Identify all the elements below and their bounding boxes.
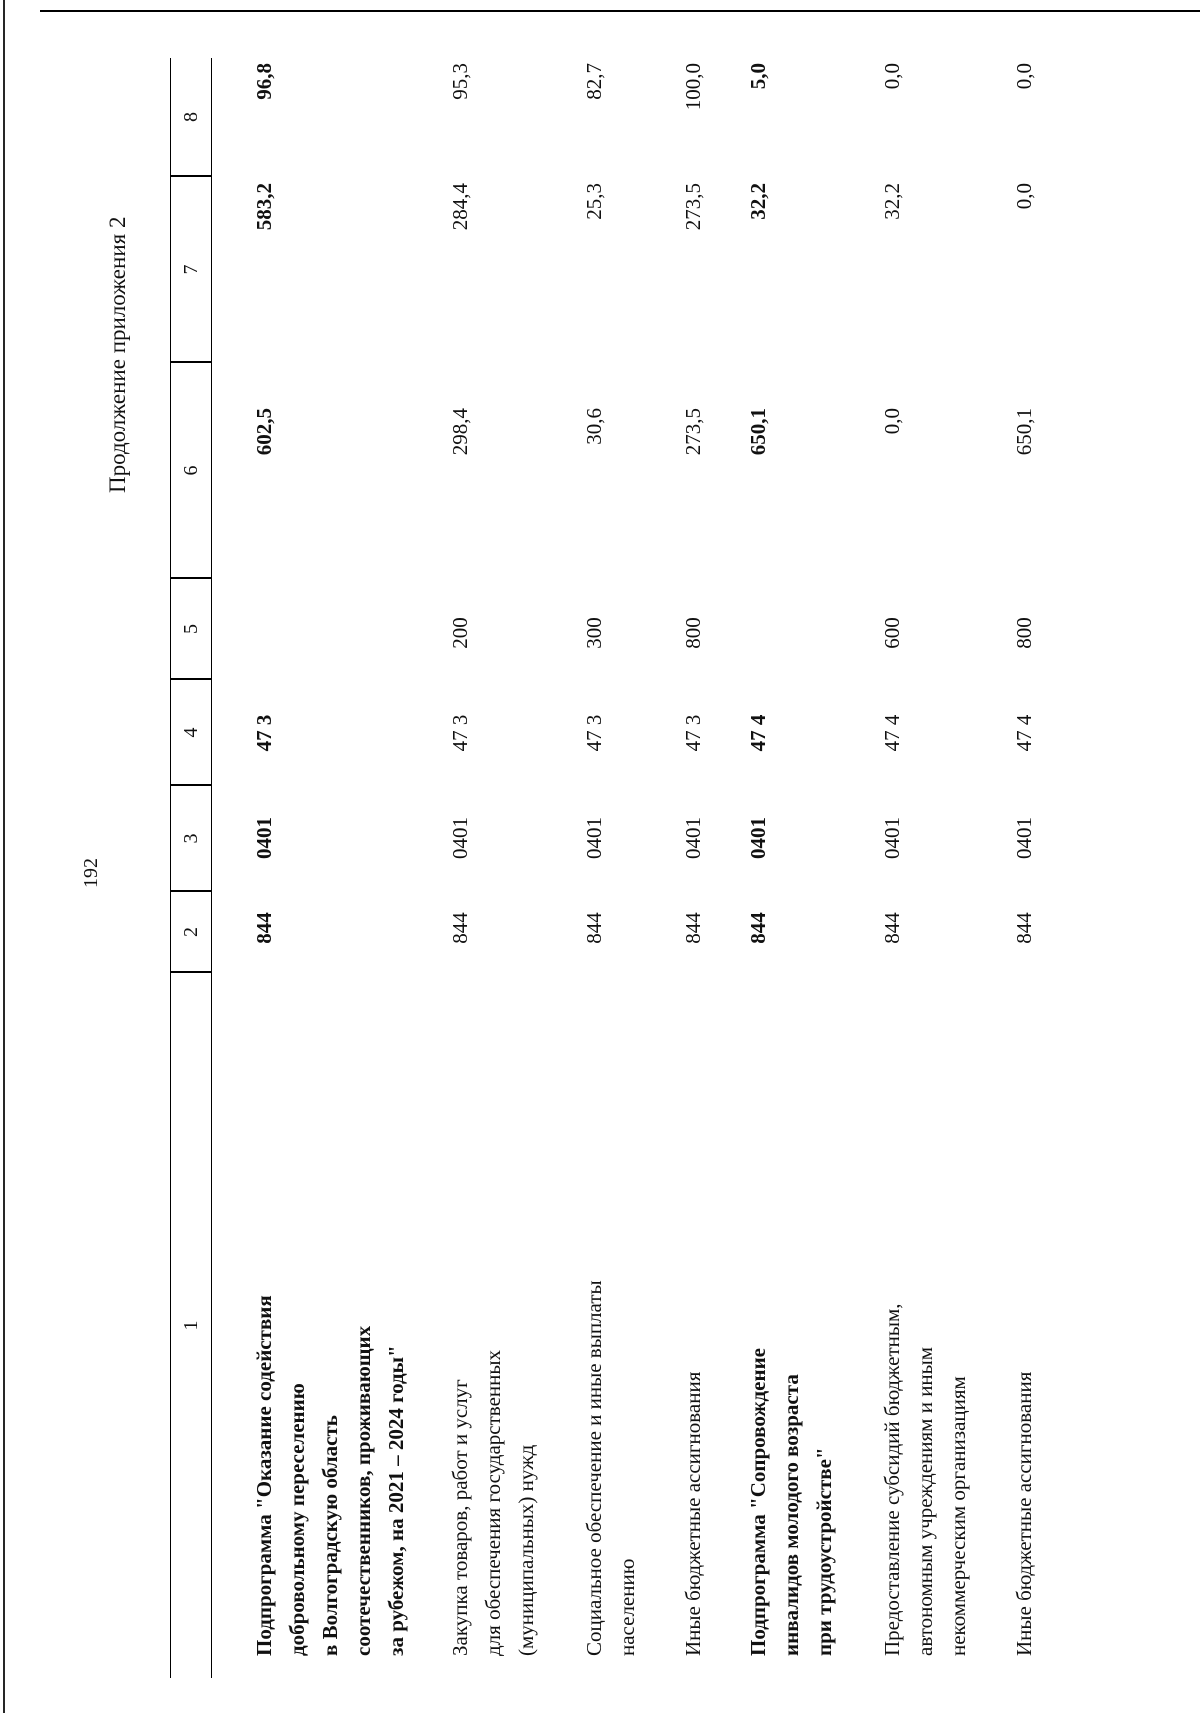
description-line: (муниципальных) нужд	[514, 1444, 538, 1656]
header-col-1: 1	[180, 1320, 202, 1331]
description-line: при трудоустройстве"	[812, 1447, 836, 1656]
cell-percent: 100,0	[681, 63, 705, 111]
cell-executed: 583,2	[252, 183, 276, 231]
cell-planned: 298,4	[448, 408, 472, 456]
cell-expense-type: 800	[681, 617, 705, 649]
cell-planned: 273,5	[681, 408, 705, 456]
page-number: 192	[80, 858, 102, 888]
appendix-caption: Продолжение приложения 2	[105, 216, 130, 493]
cell-executed: 284,4	[448, 183, 472, 231]
row-description	[876, 976, 975, 1656]
cell-section-code: 0401	[681, 817, 705, 859]
table-header	[170, 58, 212, 1678]
cell-percent: 5,0	[746, 63, 770, 90]
header-col-4: 4	[180, 727, 202, 738]
cell-executed: 0,0	[1012, 183, 1036, 210]
row-description	[677, 976, 710, 1656]
cell-section-code: 0401	[880, 817, 904, 859]
header-col-5: 5	[180, 624, 202, 634]
cell-percent: 82,7	[582, 63, 606, 100]
row-description	[444, 976, 543, 1656]
cell-target-code: 47 3	[582, 714, 606, 752]
cell-section-code: 0401	[746, 817, 770, 859]
description-line: автономным учреждениям и иным	[913, 1346, 937, 1656]
row-description	[248, 976, 413, 1656]
description-line: Закупка товаров, работ и услуг	[448, 1379, 472, 1656]
description-line: Предоставление субсидий бюджетным,	[880, 1303, 904, 1656]
cell-ministry-code: 844	[448, 912, 472, 944]
cell-target-code: 47 4	[880, 714, 904, 752]
cell-expense-type: 600	[880, 617, 904, 649]
cell-target-code: 47 4	[746, 714, 770, 752]
description-line: в Волгоградскую область	[318, 1415, 342, 1656]
cell-planned: 650,1	[746, 408, 770, 456]
header-col-7: 7	[180, 264, 202, 275]
cell-planned: 0,0	[880, 408, 904, 435]
row-description	[578, 976, 644, 1656]
description-line: инвалидов молодого возраста	[779, 1374, 803, 1656]
description-line: населению	[615, 1558, 639, 1656]
cell-planned: 30,6	[582, 408, 606, 445]
cell-ministry-code: 844	[252, 912, 276, 944]
description-line: добровольному переселению	[285, 1383, 309, 1656]
description-line: некоммерческим организациям	[946, 1376, 970, 1656]
cell-executed: 273,5	[681, 183, 705, 231]
cell-executed: 25,3	[582, 183, 606, 220]
cell-executed: 32,2	[880, 183, 904, 220]
description-line: Социальное обеспечение и иные выплаты	[582, 1280, 606, 1656]
cell-expense-type: 200	[448, 617, 472, 649]
cell-target-code: 47 3	[252, 714, 276, 752]
cell-section-code: 0401	[582, 817, 606, 859]
description-line: для обеспечения государственных	[481, 1350, 505, 1656]
cell-ministry-code: 844	[681, 912, 705, 944]
description-line: Иные бюджетные ассигнования	[1012, 1371, 1036, 1656]
cell-target-code: 47 4	[1012, 714, 1036, 752]
header-col-8: 8	[180, 112, 202, 122]
description-line: Иные бюджетные ассигнования	[681, 1371, 705, 1656]
description-line: Подпрограмма "Оказание содействия	[252, 1295, 276, 1656]
cell-ministry-code: 844	[880, 912, 904, 944]
cell-expense-type: 300	[582, 617, 606, 649]
description-line: за рубежом, на 2021 – 2024 годы"	[384, 1345, 408, 1656]
cell-ministry-code: 844	[746, 912, 770, 944]
cell-target-code: 47 3	[681, 714, 705, 752]
description-line: соотечественников, проживающих	[351, 1325, 375, 1656]
cell-percent: 0,0	[880, 63, 904, 90]
cell-target-code: 47 3	[448, 714, 472, 752]
cell-executed: 32,2	[746, 183, 770, 220]
cell-percent: 95,3	[448, 63, 472, 100]
cell-planned: 650,1	[1012, 408, 1036, 456]
cell-section-code: 0401	[252, 817, 276, 859]
header-col-2: 2	[180, 927, 202, 937]
cell-ministry-code: 844	[1012, 912, 1036, 944]
row-description	[1008, 976, 1041, 1656]
cell-expense-type: 800	[1012, 617, 1036, 649]
header-col-6: 6	[180, 465, 202, 476]
cell-percent: 0,0	[1012, 63, 1036, 90]
header-col-3: 3	[180, 833, 202, 844]
description-line: Подпрограмма "Сопровождение	[746, 1347, 770, 1656]
row-description	[742, 976, 841, 1656]
cell-percent: 96,8	[252, 63, 276, 100]
cell-planned: 602,5	[252, 408, 276, 456]
cell-section-code: 0401	[448, 817, 472, 859]
cell-ministry-code: 844	[582, 912, 606, 944]
cell-section-code: 0401	[1012, 817, 1036, 859]
